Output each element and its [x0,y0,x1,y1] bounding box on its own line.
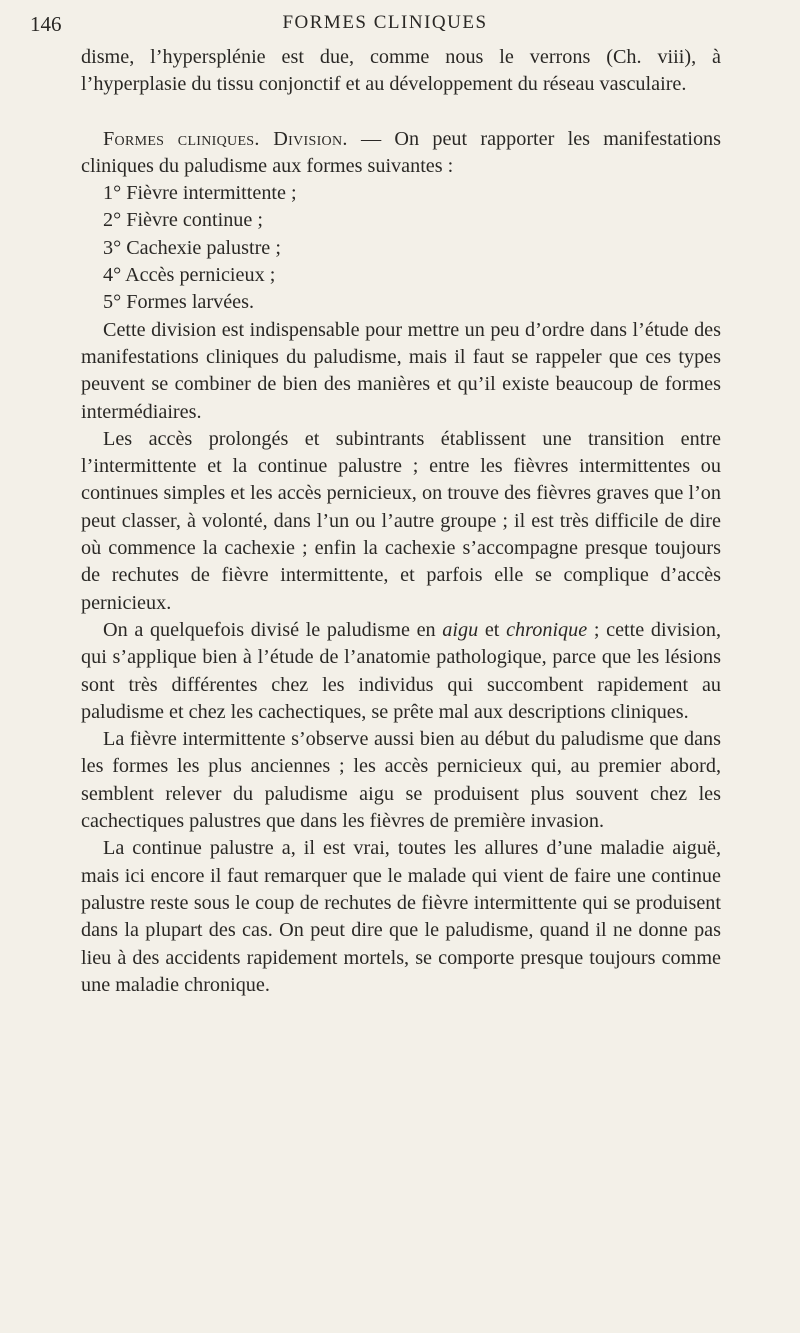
list-item: 5° Formes larvées. [103,291,255,314]
list-item: 4° Accès pernicieux ; [103,264,276,287]
paragraph-forms-intro [81,126,721,181]
page-header [30,12,740,42]
body-text [81,44,721,999]
emphasis-aigu: aigu [442,618,479,641]
paragraph-text: On a quelquefois divisé le paludisme en [103,618,443,641]
list-item: 1° Fièvre intermittente ; [103,182,297,205]
paragraph: La continue palustre a, il est vrai, toutes les allures d’une maladie aiguë, mais ici encore il faut remarquer que le malade qui vient de faire une continue palustre reste sous le coup de rechutes de fièvre intermittente qui se produisent dans la plupart des cas. On peut dire que le paludisme, quand il ne donne pas lieu à des accidents rapidement mortels, se comporte presque toujours comme une maladie chronique. [81,837,721,996]
paragraph [81,617,721,726]
paragraph-text: et [478,618,507,641]
paragraph: Cette division est indispensable pour mettre un peu d’ordre dans l’étude des manifestations cliniques du paludisme, mais il faut se rappeler que ces types peuvent se combiner de bien des manières et qu’il existe beaucoup de formes intermédiaires. [81,318,721,423]
paragraph-continued: disme, l’hypersplénie est due, comme nous le verrons (Ch. viii), à l’hyperplasie du tissu conjonctif et au développement du réseau vasculaire. [81,46,721,96]
paragraph: La fièvre intermittente s’observe aussi bien au début du paludisme que dans les formes les plus anciennes ; les accès pernicieux qui, au premier abord, semblent relever du paludisme aigu se produisent plus souvent chez les cachectiques palustres que dans les fièvres de première invasion. [81,728,721,833]
section-heading: Formes cliniques. Division. [103,127,348,150]
list-item: 3° Cachexie palustre ; [103,236,281,259]
list-item: 2° Fièvre continue ; [103,209,264,232]
running-title: FORMES CLINIQUES [282,12,488,33]
paragraph-text: ; cette division, qui s’applique bien à l’étude de l’anatomie pathologique, parce que les lésions sont très différentes chez les individus qui succombent rapidement au paludisme et chez les cachectiques, se prête mal aux descriptions cliniques. [81,618,722,723]
emphasis-chronique: chronique [506,618,588,641]
page-number: 146 [30,12,62,36]
paragraph-text: — On peut rapporter les manifestations cliniques du paludisme aux formes suivantes : [81,127,721,177]
paragraph: Les accès prolongés et subintrants établissent une transition entre l’intermittente et la continue palustre ; entre les fièvres intermittentes ou continues simples et les accès pernicieux, on trouve des fièvres graves que l’on peut classer, à volonté, dans l’un ou l’autre groupe ; il est très difficile de dire où commence la cachexie ; enfin la cachexie s’accompagne presque toujours de rechutes de fièvre intermittente, et parfois elle se complique d’accès pernicieux. [81,427,721,614]
